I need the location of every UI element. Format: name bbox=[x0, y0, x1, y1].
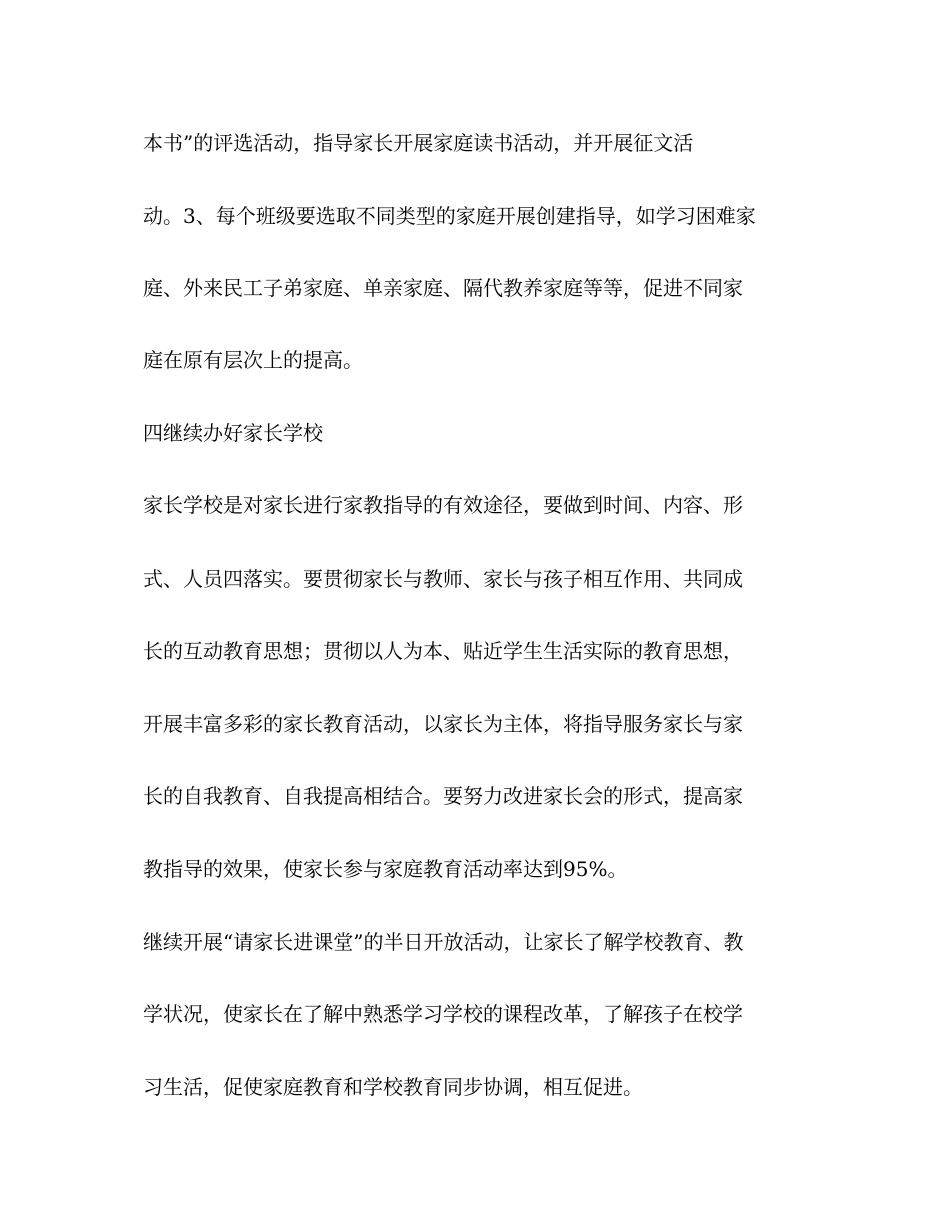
text-line-14: 习生活，促使家庭教育和学校教育同步协调，相互促进。 bbox=[143, 1075, 643, 1099]
text-line-8: 长的互动教育思想；贯彻以人为本、贴近学生生活实际的教育思想， bbox=[143, 639, 743, 663]
text-line-3: 庭、外来民工子弟家庭、单亲家庭、隔代教养家庭等等，促进不同家 bbox=[143, 276, 743, 300]
text-line-6: 家长学校是对家长进行家教指导的有效途径，要做到时间、内容、形 bbox=[143, 493, 743, 517]
text-line-2: 动。3、每个班级要选取不同类型的家庭开展创建指导，如学习困难家 bbox=[143, 204, 756, 228]
text-line-11: 教指导的效果，使家长参与家庭教育活动率达到95%。 bbox=[143, 857, 628, 881]
section-heading: 四继续办好家长学校 bbox=[143, 421, 323, 445]
text-line-10: 长的自我教育、自我提高相结合。要努力改进家长会的形式，提高家 bbox=[143, 784, 743, 808]
text-line-1: 本书”的评选活动，指导家长开展家庭读书活动，并开展征文活 bbox=[143, 131, 694, 155]
text-line-13: 学状况，使家长在了解中熟悉学习学校的课程改革，了解孩子在校学 bbox=[143, 1002, 743, 1026]
text-line-12: 继续开展“请家长进课堂”的半日开放活动，让家长了解学校教育、教 bbox=[143, 930, 744, 954]
text-line-7: 式、人员四落实。要贯彻家长与教师、家长与孩子相互作用、共同成 bbox=[143, 567, 743, 591]
text-line-9: 开展丰富多彩的家长教育活动，以家长为主体，将指导服务家长与家 bbox=[143, 712, 743, 736]
text-line-4: 庭在原有层次上的提高。 bbox=[143, 348, 363, 372]
